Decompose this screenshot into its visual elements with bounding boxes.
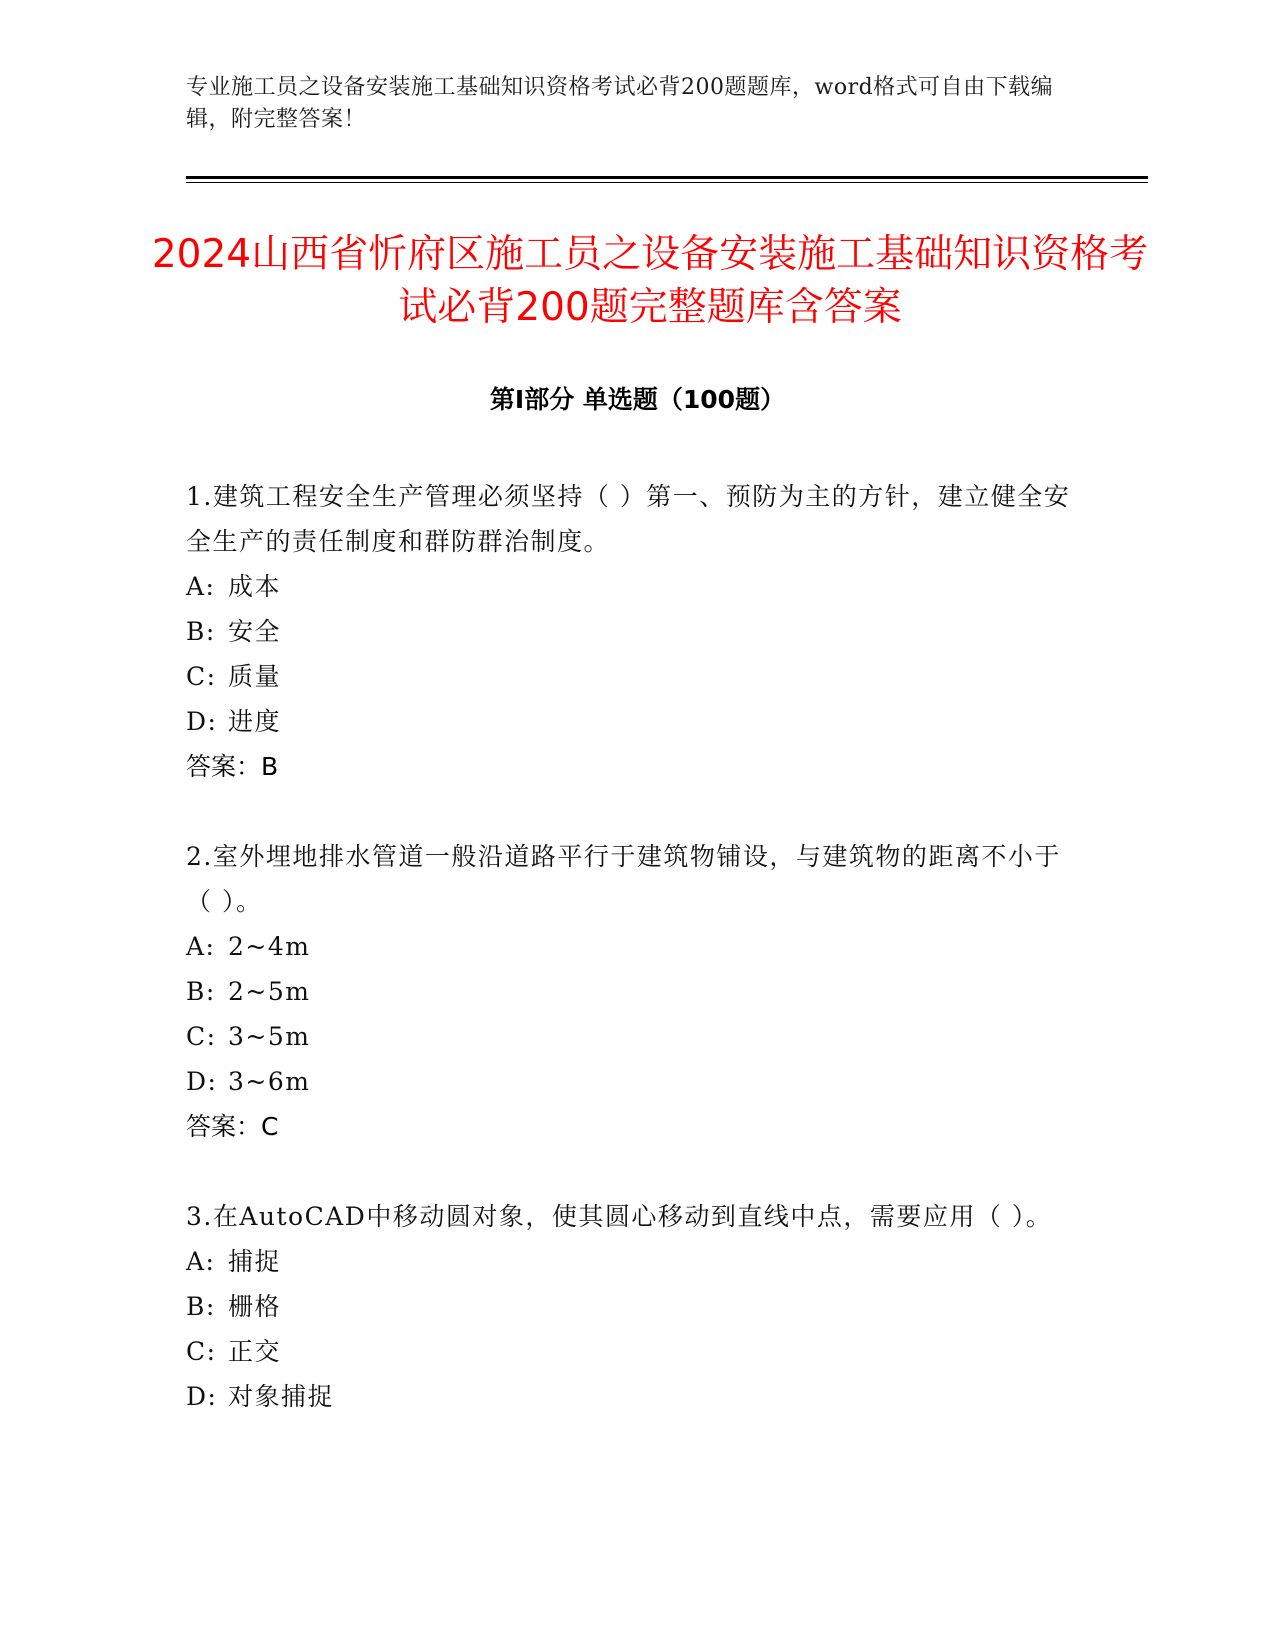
answer-line: 答案：B bbox=[186, 752, 279, 781]
option-text: 安全 bbox=[228, 617, 282, 646]
section-heading: 第Ⅰ部分 单选题（100题） bbox=[489, 385, 786, 414]
question-1 bbox=[186, 474, 1086, 789]
option-c bbox=[186, 654, 1086, 699]
option-letter: C: bbox=[186, 662, 217, 691]
option-text: 捕捉 bbox=[228, 1247, 282, 1276]
header-divider-thin bbox=[186, 182, 1148, 183]
option-letter: A: bbox=[186, 572, 216, 601]
option-text: 正交 bbox=[228, 1337, 282, 1366]
option-text: 3~6m bbox=[228, 1067, 311, 1096]
option-b bbox=[186, 969, 1086, 1014]
option-letter: D: bbox=[186, 707, 218, 736]
option-c bbox=[186, 1014, 1086, 1059]
option-text: 质量 bbox=[228, 662, 282, 691]
option-text: 栅格 bbox=[228, 1292, 282, 1321]
header-divider-thick bbox=[186, 176, 1148, 179]
option-d bbox=[186, 699, 1086, 744]
answer-line: 答案：C bbox=[186, 1112, 279, 1141]
option-b bbox=[186, 1284, 1086, 1329]
question-stem: 3.在AutoCAD中移动圆对象，使其圆心移动到直线中点，需要应用（ ）。 bbox=[186, 1202, 1053, 1231]
option-letter: B: bbox=[186, 1292, 216, 1321]
option-a bbox=[186, 564, 1086, 609]
document-title: 2024山西省忻府区施工员之设备安装施工基础知识资格考试必背200题完整题库含答案 bbox=[151, 232, 1149, 330]
option-text: 进度 bbox=[228, 707, 282, 736]
question-2 bbox=[186, 834, 1086, 1149]
option-text: 2~4m bbox=[228, 932, 311, 961]
option-text: 3~5m bbox=[228, 1022, 311, 1051]
option-d bbox=[186, 1059, 1086, 1104]
option-letter: A: bbox=[186, 932, 216, 961]
header-note: 专业施工员之设备安装施工基础知识资格考试必背200题题库，word格式可自由下载编辑，附完整答案！ bbox=[186, 75, 1054, 132]
option-text: 2~5m bbox=[228, 977, 311, 1006]
option-letter: D: bbox=[186, 1382, 218, 1411]
option-letter: B: bbox=[186, 977, 216, 1006]
option-text: 成本 bbox=[228, 572, 282, 601]
option-a bbox=[186, 924, 1086, 969]
option-b bbox=[186, 609, 1086, 654]
option-letter: D: bbox=[186, 1067, 218, 1096]
option-letter: A: bbox=[186, 1247, 216, 1276]
option-a bbox=[186, 1239, 1086, 1284]
option-text: 对象捕捉 bbox=[228, 1382, 335, 1411]
question-list bbox=[186, 474, 1086, 1464]
option-letter: C: bbox=[186, 1022, 217, 1051]
option-letter: C: bbox=[186, 1337, 217, 1366]
question-3 bbox=[186, 1194, 1086, 1419]
option-d bbox=[186, 1374, 1086, 1419]
option-letter: B: bbox=[186, 617, 216, 646]
option-c bbox=[186, 1329, 1086, 1374]
question-stem: 2.室外埋地排水管道一般沿道路平行于建筑物铺设，与建筑物的距离不小于（ ）。 bbox=[186, 842, 1061, 916]
question-stem: 1.建筑工程安全生产管理必须坚持（ ）第一、预防为主的方针，建立健全安全生产的责任制度和群防群治制度。 bbox=[186, 482, 1071, 556]
